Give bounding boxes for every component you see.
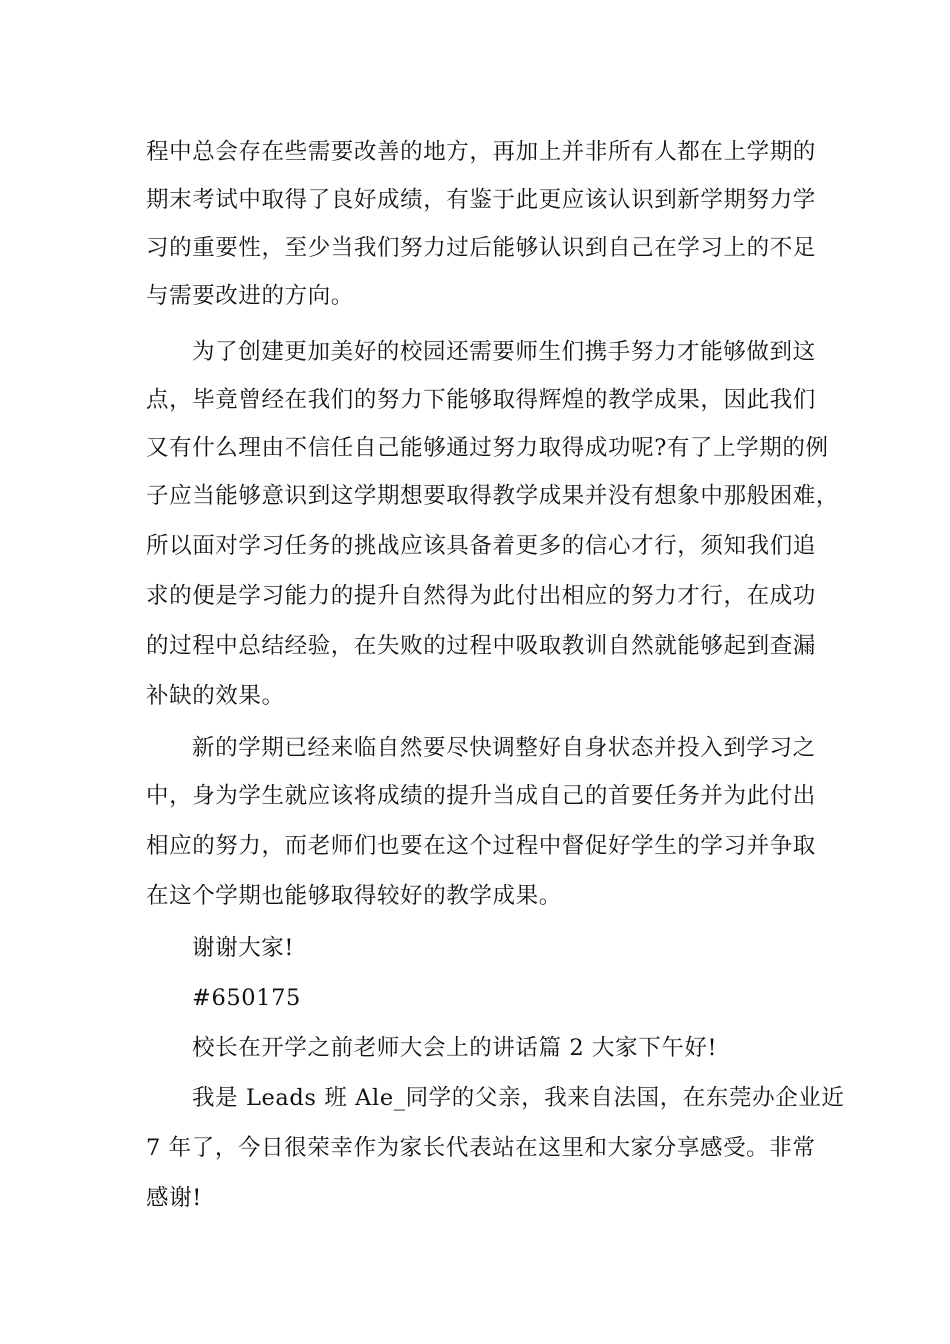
text-line: 为了创建更加美好的校园还需要师生们携手努力才能够做到这 [192, 339, 816, 365]
text-line: 求的便是学习能力的提升自然得为此付出相应的努力才行，在成功 [146, 583, 816, 609]
text-line: 我是 Leads 班 Ale_同学的父亲，我来自法国，在东莞办企业近 [192, 1085, 845, 1111]
text-line: 相应的努力，而老师们也要在这个过程中督促好学生的学习并争取 [146, 833, 816, 859]
text-line: 新的学期已经来临自然要尽快调整好自身状态并投入到学习之 [192, 735, 816, 761]
section-heading: 校长在开学之前老师大会上的讲话篇 2 大家下午好! [192, 1035, 718, 1061]
thanks-line: 谢谢大家! [192, 935, 295, 961]
text-line: 习的重要性，至少当我们努力过后能够认识到自己在学习上的不足 [146, 235, 816, 261]
text-line: 点，毕竟曾经在我们的努力下能够取得辉煌的教学成果，因此我们 [146, 387, 816, 413]
text-line: 期末考试中取得了良好成绩，有鉴于此更应该认识到新学期努力学 [146, 187, 816, 213]
text-line: 7 年了，今日很荣幸作为家长代表站在这里和大家分享感受。非常 [146, 1135, 816, 1161]
text-line: 程中总会存在些需要改善的地方，再加上并非所有人都在上学期的 [146, 139, 816, 165]
text-line: 在这个学期也能够取得较好的教学成果。 [146, 883, 562, 909]
text-line: 中，身为学生就应该将成绩的提升当成自己的首要任务并为此付出 [146, 783, 816, 809]
text-line: 所以面对学习任务的挑战应该具备着更多的信心才行，须知我们追 [146, 533, 816, 559]
text-line: 感谢! [146, 1185, 202, 1211]
text-line: 又有什么理由不信任自己能够通过努力取得成功呢?有了上学期的例 [146, 435, 829, 461]
text-line: 补缺的效果。 [146, 683, 285, 709]
document-id: #650175 [192, 985, 301, 1011]
text-line: 子应当能够意识到这学期想要取得教学成果并没有想象中那般困难， [146, 483, 840, 509]
text-line: 的过程中总结经验，在失败的过程中吸取教训自然就能够起到查漏 [146, 633, 816, 659]
text-line: 与需要改进的方向。 [146, 283, 354, 309]
